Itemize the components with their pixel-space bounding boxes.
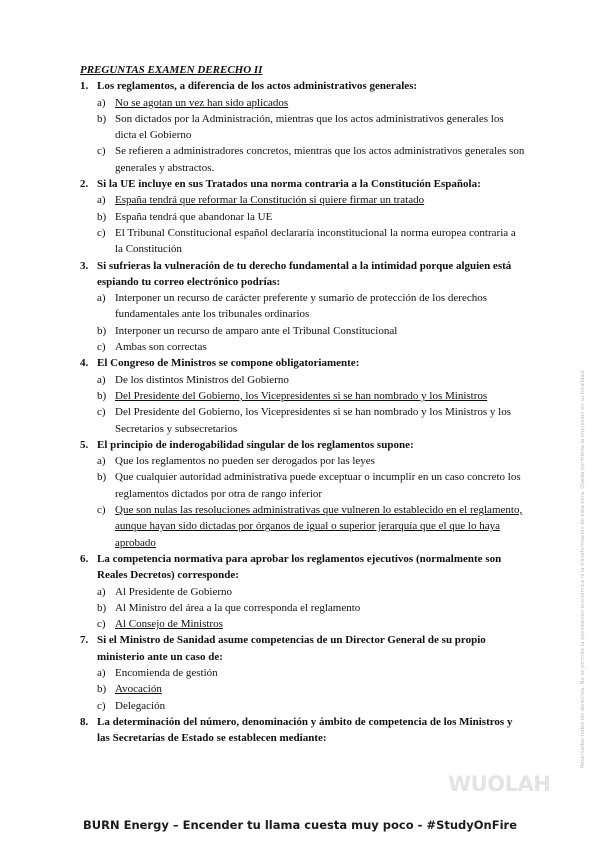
option-4c bbox=[97, 404, 525, 437]
option-text: El Tribunal Constitucional español declararía inconstitucional la norma europea contraria a la Constitución bbox=[115, 226, 516, 256]
question-5 bbox=[80, 437, 525, 453]
footer-ad-text: BURN Energy – Encender tu llama cuesta muy poco - #StudyOnFire bbox=[83, 818, 517, 832]
question-4 bbox=[80, 355, 525, 371]
option-5a bbox=[97, 453, 525, 469]
option-text-selected: Del Presidente del Gobierno, los Vicepresidentes si se han nombrado y los Ministros bbox=[115, 389, 488, 402]
option-text: Interponer un recurso de carácter preferente y sumario de protección de los derechos fundamentales ante los tribunales ordinarios bbox=[115, 292, 487, 321]
option-letter: c) bbox=[97, 504, 106, 517]
option-letter: b) bbox=[97, 112, 107, 125]
option-2b bbox=[97, 209, 525, 225]
question-8 bbox=[80, 714, 525, 747]
question-text: La determinación del número, denominación y ámbito de competencia de los Ministros y las Secretarías de Estado se establecen mediante: bbox=[97, 715, 513, 745]
copyright-notice: Reservados todos los derechos. No se permite la explotación económica ni la transformación de esta obra. Queda permitida la impresión en su totalidad. bbox=[580, 369, 586, 768]
option-text: Son dictados por la Administración, mientras que los actos administrativos generales los dicta el Gobierno bbox=[115, 112, 504, 142]
option-letter: b) bbox=[97, 210, 107, 223]
option-5b bbox=[97, 469, 525, 502]
option-text: Delegación bbox=[115, 699, 166, 712]
question-text: Si la UE incluye en sus Tratados una norma contraria a la Constitución Española: bbox=[97, 178, 481, 191]
option-1a bbox=[97, 95, 525, 111]
option-6c bbox=[97, 616, 525, 632]
option-text: De los distintos Ministros del Gobierno bbox=[115, 373, 289, 386]
question-text: La competencia normativa para aprobar los reglamentos ejecutivos (normalmente son Reales Decretos) corresponde: bbox=[97, 552, 502, 582]
copyright-sidebar bbox=[578, 218, 588, 768]
option-letter: c) bbox=[97, 406, 106, 419]
question-number: 2. bbox=[80, 178, 89, 191]
option-6a bbox=[97, 584, 525, 600]
option-7a bbox=[97, 665, 525, 681]
question-number: 1. bbox=[80, 80, 89, 93]
option-3b bbox=[97, 323, 525, 339]
option-1c bbox=[97, 143, 525, 176]
option-letter: b) bbox=[97, 471, 107, 484]
option-letter: a) bbox=[97, 292, 106, 305]
question-text: Si el Ministro de Sanidad asume competencias de un Director General de su propio ministerio ante un caso de: bbox=[97, 634, 486, 663]
option-text: España tendrá que abandonar la UE bbox=[115, 210, 273, 223]
option-5c bbox=[97, 502, 525, 551]
option-letter: c) bbox=[97, 341, 106, 354]
question-number: 8. bbox=[80, 715, 89, 728]
question-6 bbox=[80, 551, 525, 584]
option-letter: c) bbox=[97, 226, 106, 239]
option-2a bbox=[97, 192, 525, 208]
question-number: 3. bbox=[80, 259, 89, 272]
option-letter: b) bbox=[97, 683, 107, 696]
option-text-selected: No se agotan un vez han sido aplicados bbox=[115, 96, 289, 109]
option-text: Ambas son correctas bbox=[115, 341, 207, 354]
option-2c bbox=[97, 225, 525, 258]
option-text: Interponer un recurso de amparo ante el Tribunal Constitucional bbox=[115, 324, 398, 337]
question-number: 7. bbox=[80, 634, 89, 647]
option-text: Que cualquier autoridad administrativa puede exceptuar o incumplir en un caso concreto los reglamentos dictados por otra de rango inferior bbox=[115, 471, 521, 500]
question-text: El Congreso de Ministros se compone obligatoriamente: bbox=[97, 357, 360, 370]
option-7b bbox=[97, 681, 525, 697]
option-1b bbox=[97, 111, 525, 144]
option-letter: b) bbox=[97, 601, 107, 614]
question-number: 5. bbox=[80, 438, 89, 451]
option-text: Del Presidente del Gobierno, los Vicepresidentes si se han nombrado y los Ministros y los Secretarios y subsecretarios bbox=[115, 406, 511, 435]
option-text-selected: Avocación bbox=[115, 683, 162, 696]
question-text: Si sufrieras la vulneración de tu derecho fundamental a la intimidad porque alguien está espiando tu correo electrónico podrías: bbox=[97, 259, 512, 288]
question-number: 6. bbox=[80, 552, 89, 565]
option-letter: a) bbox=[97, 373, 106, 386]
question-number: 4. bbox=[80, 357, 89, 370]
question-3 bbox=[80, 258, 525, 291]
page-title: PREGUNTAS EXAMEN DERECHO II bbox=[80, 64, 263, 76]
wuolah-watermark-logo: WUOLAH bbox=[448, 772, 551, 796]
question-text: El principio de inderogabilidad singular de los reglamentos supone: bbox=[97, 438, 414, 451]
option-letter: c) bbox=[97, 145, 106, 158]
option-text-selected: España tendrá que reformar la Constitución si quiere firmar un tratado bbox=[115, 194, 425, 207]
option-text: Al Ministro del área a la que corresponda el reglamento bbox=[115, 601, 361, 614]
option-text-selected: Que son nulas las resoluciones administrativas que vulneren lo establecido en el reglamento, aunque hayan sido dictadas por órganos de igual o superior jerarquía que el que lo haya aprobado bbox=[115, 504, 523, 549]
document-body bbox=[80, 62, 525, 746]
option-text: Al Presidente de Gobierno bbox=[115, 585, 232, 598]
option-text: Que los reglamentos no pueden ser derogados por las leyes bbox=[115, 455, 375, 468]
option-letter: c) bbox=[97, 618, 106, 631]
question-1 bbox=[80, 78, 525, 94]
option-4a bbox=[97, 372, 525, 388]
question-2 bbox=[80, 176, 525, 192]
option-text-selected: Al Consejo de Ministros bbox=[115, 618, 223, 631]
question-text: Los reglamentos, a diferencia de los actos administrativos generales: bbox=[97, 80, 418, 93]
option-4b bbox=[97, 388, 525, 404]
option-6b bbox=[97, 600, 525, 616]
option-letter: c) bbox=[97, 699, 106, 712]
option-letter: a) bbox=[97, 666, 106, 679]
option-letter: a) bbox=[97, 585, 106, 598]
option-letter: b) bbox=[97, 324, 107, 337]
option-3a bbox=[97, 290, 525, 323]
option-letter: a) bbox=[97, 96, 106, 109]
option-letter: b) bbox=[97, 389, 107, 402]
option-letter: a) bbox=[97, 455, 106, 468]
option-letter: a) bbox=[97, 194, 106, 207]
option-text: Encomienda de gestión bbox=[115, 666, 218, 679]
option-text: Se refieren a administradores concretos, mientras que los actos administrativos generales son generales y abstractos. bbox=[115, 145, 525, 174]
option-3c bbox=[97, 339, 525, 355]
option-7c bbox=[97, 698, 525, 714]
question-7 bbox=[80, 632, 525, 665]
